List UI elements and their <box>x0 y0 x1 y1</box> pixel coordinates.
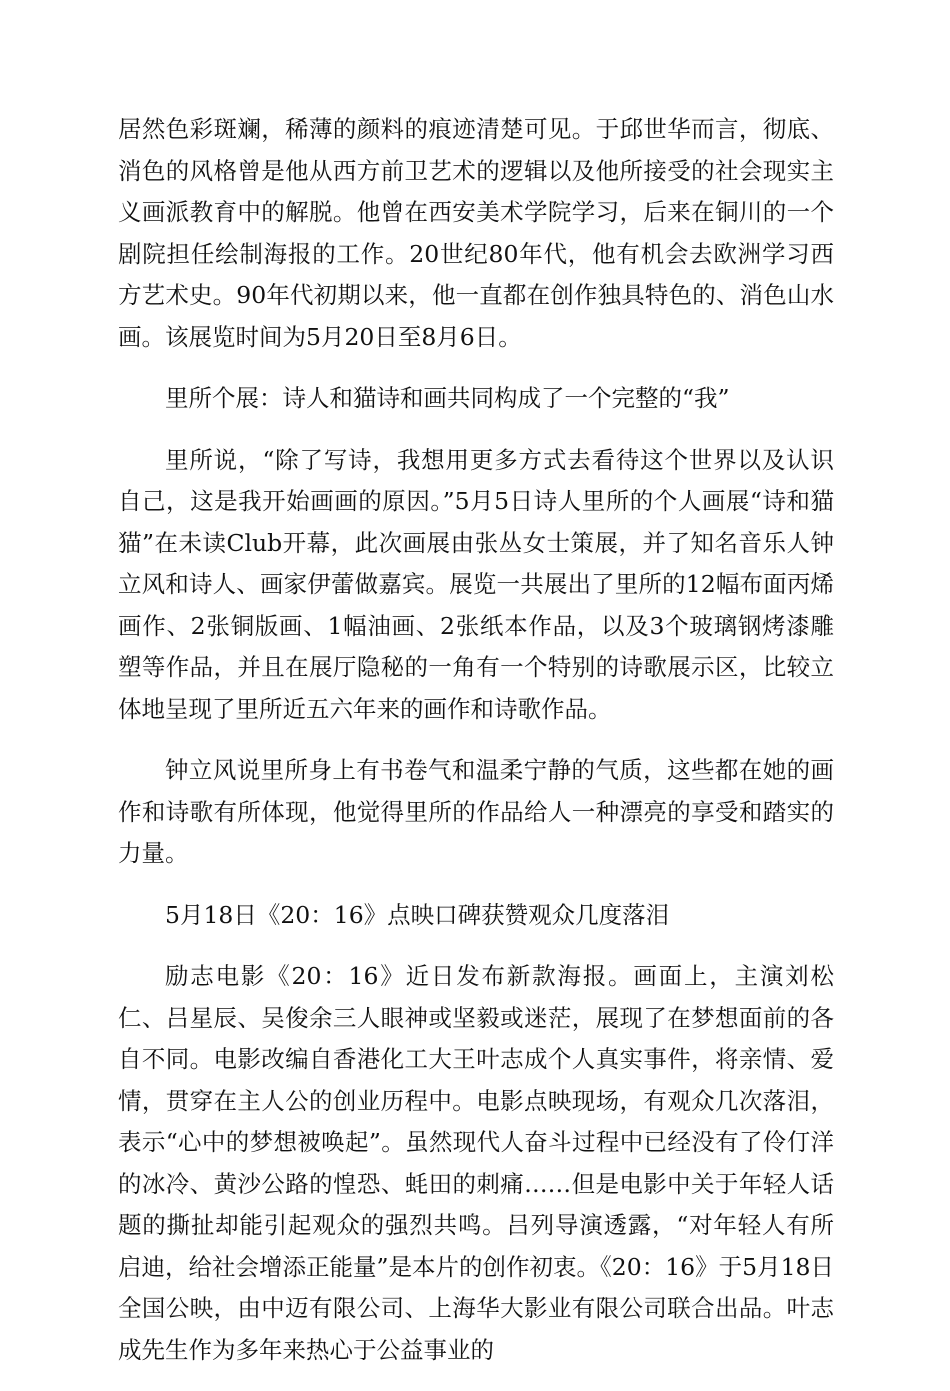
paragraph-lisuo-quote: 里所说，“除了写诗，我想用更多方式去看待这个世界以及认识自己，这是我开始画画的原因。”5月5日诗人里所的个人画展“诗和猫猫”在未读Club开幕，此次画展由张丛女士策展，并了知名音乐人钟立风和诗人、画家伊蕾做嘉宾。展览一共展出了里所的12幅布面丙烯画作、2张铜版画、1幅油画、2张纸本作品，以及3个玻璃钢烤漆雕塑等作品，并且在展厅隐秘的一角有一个特别的诗歌展示区，比较立体地呈现了里所近五六年来的画作和诗歌作品。 <box>118 445 834 723</box>
heading-film-2016: 5月18日《20：16》点映口碑获赞观众几度落泪 <box>165 900 670 929</box>
document-page <box>118 109 834 1391</box>
paragraph-film-2016: 励志电影《20：16》近日发布新款海报。画面上，主演刘松仁、吕星辰、吴俊余三人眼神或坚毅或迷茫，展现了在梦想面前的各自不同。电影改编自香港化工大王叶志成个人真实事件，将亲情、爱情，贯穿在主人公的创业历程中。电影点映现场，有观众几次落泪，表示“心中的梦想被唤起”。虽然现代人奋斗过程中已经没有了伶仃洋的冰冷、黄沙公路的惶恐、蚝田的刺痛……但是电影中关于年轻人话题的撕扯却能引起观众的强烈共鸣。吕列导演透露，“对年轻人有所启迪，给社会增添正能量”是本片的创作初衷。《20：16》于5月18日全国公映，由中迈有限公司、上海华大影业有限公司联合出品。叶志成先生作为多年来热心于公益事业的 <box>118 962 834 1364</box>
paragraph-qiu-shihua-exhibition: 居然色彩斑斓，稀薄的颜料的痕迹清楚可见。于邱世华而言，彻底、消色的风格曾是他从西方前卫艺术的逻辑以及他所接受的社会现实主义画派教育中的解脱。他曾在西安美术学院学习，后来在铜川的一个剧院担任绘制海报的工作。20世纪80年代，他有机会去欧洲学习西方艺术史。90年代初期以来，他一直都在创作独具特色的、消色山水画。该展览时间为5月20日至8月6日。 <box>118 115 834 351</box>
heading-lisuo-exhibition: 里所个展：诗人和猫诗和画共同构成了一个完整的“我” <box>165 384 730 412</box>
paragraph-zhong-lifeng-comment: 钟立风说里所身上有书卷气和温柔宁静的气质，这些都在她的画作和诗歌有所体现，他觉得里所的作品给人一种漂亮的享受和踏实的力量。 <box>118 756 834 867</box>
